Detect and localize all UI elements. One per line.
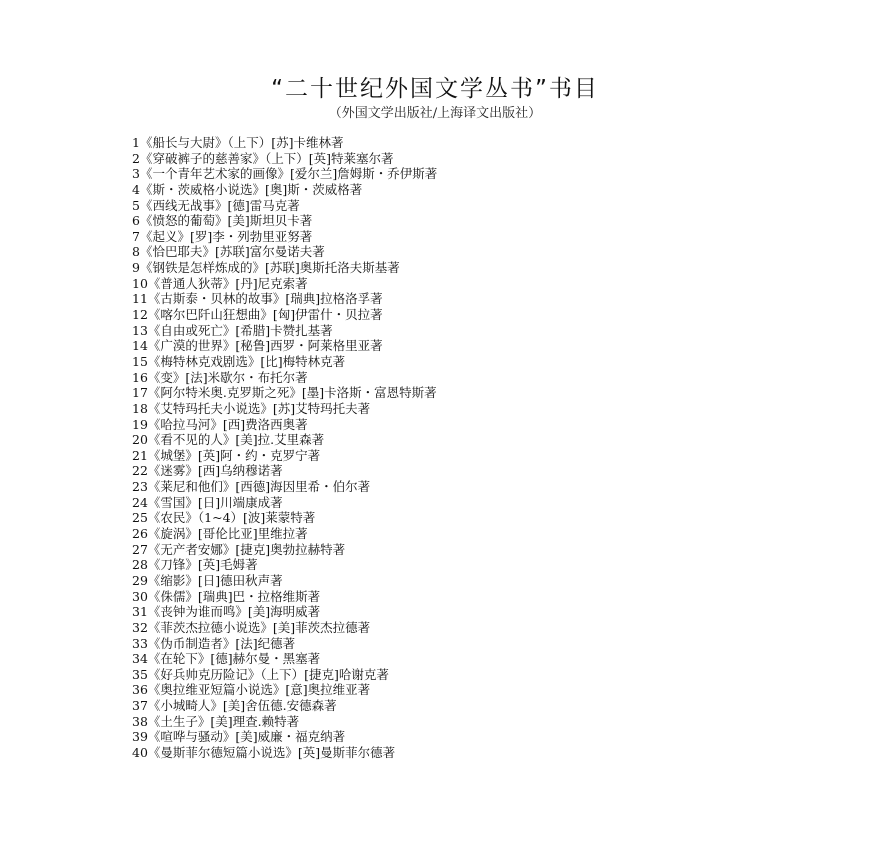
book-entry: 19《哈拉马河》[西]费洛西奥著	[132, 416, 308, 432]
book-entry: 4《斯・茨威格小说选》[奥]斯・茨威格著	[132, 181, 363, 197]
book-entry: 36《奥拉维亚短篇小说选》[意]奥拉维亚著	[132, 682, 371, 698]
book-list	[132, 135, 437, 761]
book-entry: 20《看不见的人》[美]拉.艾里森著	[132, 432, 325, 448]
book-entry: 9《钢铁是怎样炼成的》[苏联]奥斯托洛夫斯基著	[132, 260, 400, 276]
book-entry: 30《侏儒》[瑞典]巴・拉格维斯著	[132, 588, 321, 604]
book-entry: 28《刀锋》[英]毛姆著	[132, 557, 258, 573]
book-entry: 35《好兵帅克历险记》（上下）[捷克]哈谢克著	[132, 666, 389, 682]
book-entry: 15《梅特林克戏剧选》[比]梅特林克著	[132, 353, 346, 369]
book-entry: 13《自由或死亡》[希腊]卡赞扎基著	[132, 322, 333, 338]
book-entry: 5《西线无战事》[德]雷马克著	[132, 197, 300, 213]
book-entry: 17《阿尔特米奥.克罗斯之死》[墨]卡洛斯・富恩特斯著	[132, 385, 437, 401]
book-entry: 18《艾特玛托夫小说选》[苏]艾特玛托夫著	[132, 400, 371, 416]
book-entry: 32《菲茨杰拉德小说选》[美]菲茨杰拉德著	[132, 619, 371, 635]
book-entry: 12《喀尔巴阡山狂想曲》[匈]伊雷什・贝拉著	[132, 307, 383, 323]
book-entry: 14《广漠的世界》[秘鲁]西罗・阿莱格里亚著	[132, 338, 383, 354]
book-entry: 29《缩影》[日]德田秋声著	[132, 572, 283, 588]
page-title: “二十世纪外国文学丛书”书目	[271, 76, 599, 102]
book-entry: 23《莱尼和他们》[西德]海因里希・伯尔著	[132, 479, 371, 495]
book-entry: 25《农民》（1~4）[波]莱蒙特著	[132, 510, 316, 526]
book-entry: 16《变》[法]米歇尔・布托尔著	[132, 369, 308, 385]
book-entry: 6《愤怒的葡萄》[美]斯坦贝卡著	[132, 213, 313, 229]
publisher-subtitle: （外国文学出版社/上海译文出版社）	[328, 106, 542, 121]
book-entry: 10《普通人狄蒂》[丹]尼克索著	[132, 275, 308, 291]
book-entry: 26《旋涡》[哥伦比亚]里维拉著	[132, 526, 308, 542]
book-entry: 3《一个青年艺术家的画像》[爱尔兰]詹姆斯・乔伊斯著	[132, 166, 438, 182]
book-entry: 8《恰巴耶夫》[苏联]富尔曼诺夫著	[132, 244, 325, 260]
book-entry: 39《喧哗与骚动》[美]威廉・福克纳著	[132, 729, 346, 745]
book-entry: 33《伪币制造者》[法]纪德著	[132, 635, 296, 651]
book-entry: 40《曼斯菲尔德短篇小说选》[英]曼斯菲尔德著	[132, 744, 396, 760]
book-entry: 38《土生子》[美]理查.赖特著	[132, 713, 300, 729]
book-entry: 31《丧钟为谁而鸣》[美]海明威著	[132, 604, 321, 620]
book-entry: 1《船长与大尉》（上下）[苏]卡维林著	[132, 135, 344, 150]
book-entry: 11《古斯泰・贝林的故事》[瑞典]拉格洛孚著	[132, 291, 383, 307]
book-entry: 22《迷雾》[西]乌纳穆诺著	[132, 463, 283, 479]
book-entry: 21《城堡》[英]阿・约・克罗宁著	[132, 447, 321, 463]
book-entry: 27《无产者安娜》[捷克]奥勃拉赫特著	[132, 541, 346, 557]
book-entry: 37《小城畸人》[美]舍伍德.安德森著	[132, 698, 337, 714]
book-entry: 7《起义》[罗]李・列勃里亚努著	[132, 228, 313, 244]
book-entry: 24《雪国》[日]川端康成著	[132, 494, 283, 510]
book-entry: 34《在轮下》[德]赫尔曼・黑塞著	[132, 651, 321, 667]
book-entry: 2《穿破裤子的慈善家》（上下）[英]特莱塞尔著	[132, 150, 394, 166]
